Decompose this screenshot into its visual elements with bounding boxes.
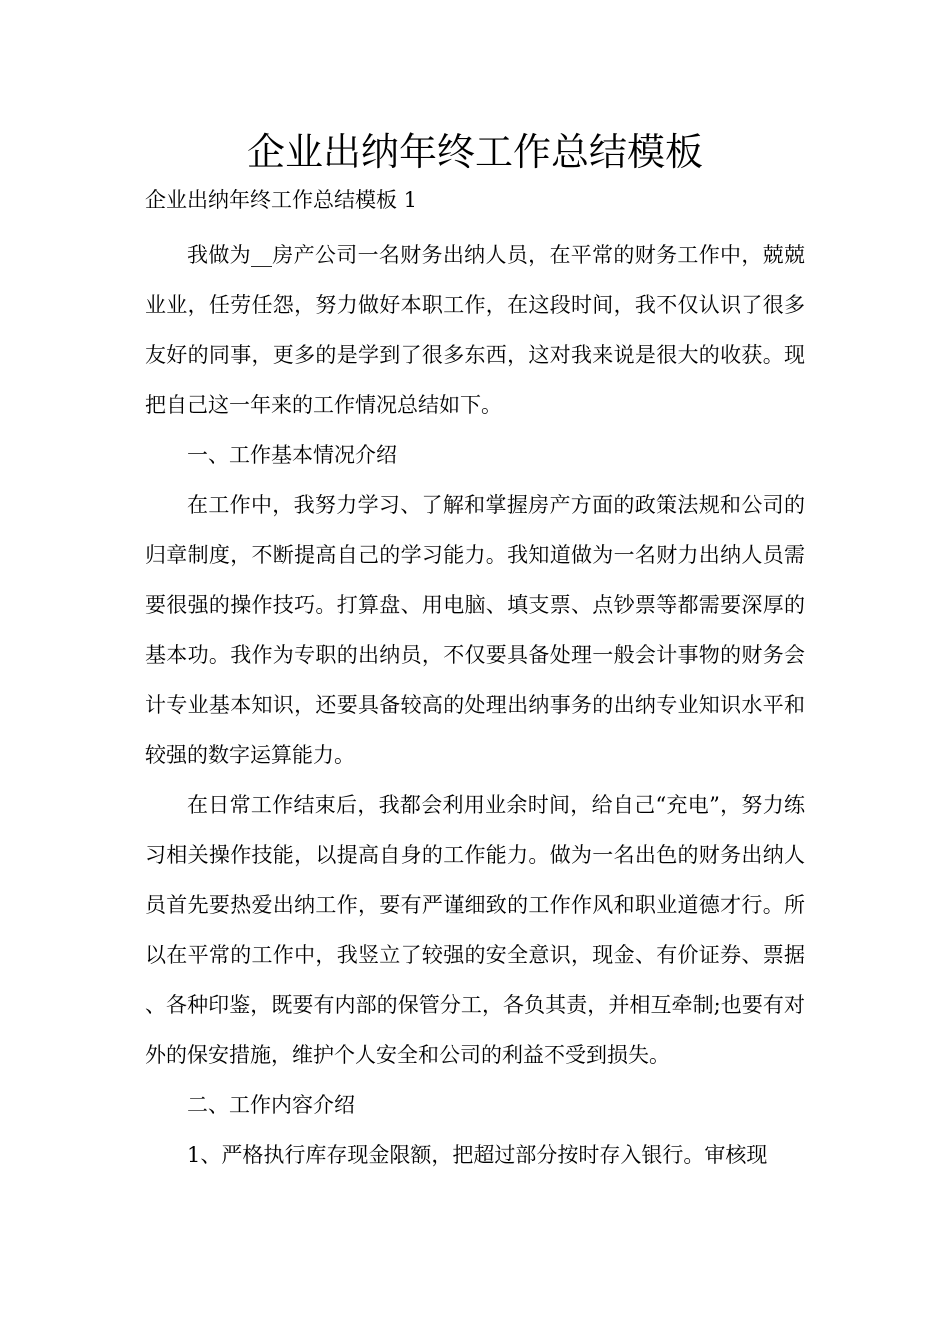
paragraph-intro: 我做为__房产公司一名财务出纳人员，在平常的财务工作中，兢兢业业，任劳任怨，努力做好本职工作，在这段时间，我不仅认识了很多友好的同事，更多的是学到了很多东西，这对我来说是很大的收获。现把自己这一年来的工作情况总结如下。: [145, 243, 805, 417]
document-subtitle: 企业出纳年终工作总结模板 1: [145, 188, 418, 212]
section-heading-basic-situation: 一、工作基本情况介绍: [187, 443, 397, 467]
paragraph-learning: 在工作中，我努力学习、了解和掌握房产方面的政策法规和公司的归章制度，不断提高自己的学习能力。我知道做为一名财力出纳人员需要很强的操作技巧。打算盘、用电脑、填支票、点钞票等都需要深厚的基本功。我作为专职的出纳员，不仅要具备处理一般会计事物的财务会计专业基本知识，还要具备较高的处理出纳事务的出纳专业知识水平和较强的数字运算能力。: [145, 493, 805, 767]
paragraph-self-improvement: 在日常工作结束后，我都会利用业余时间，给自己“充电”，努力练习相关操作技能，以提高自身的工作能力。做为一名出色的财务出纳人员首先要热爱出纳工作，要有严谨细致的工作作风和职业道德才行。所以在平常的工作中，我竖立了较强的安全意识，现金、有价证券、票据、各种印鉴，既要有内部的保管分工，各负其责，并相互牵制;也要有对外的保安措施，维护个人安全和公司的利益不受到损失。: [145, 793, 805, 1067]
document-body: [145, 230, 805, 1180]
document-title: 企业出纳年终工作总结模板: [246, 130, 703, 174]
section-heading-work-content: 二、工作内容介绍: [187, 1093, 355, 1117]
paragraph-cash-limit: 1、严格执行库存现金限额，把超过部分按时存入银行。审核现: [187, 1143, 768, 1167]
